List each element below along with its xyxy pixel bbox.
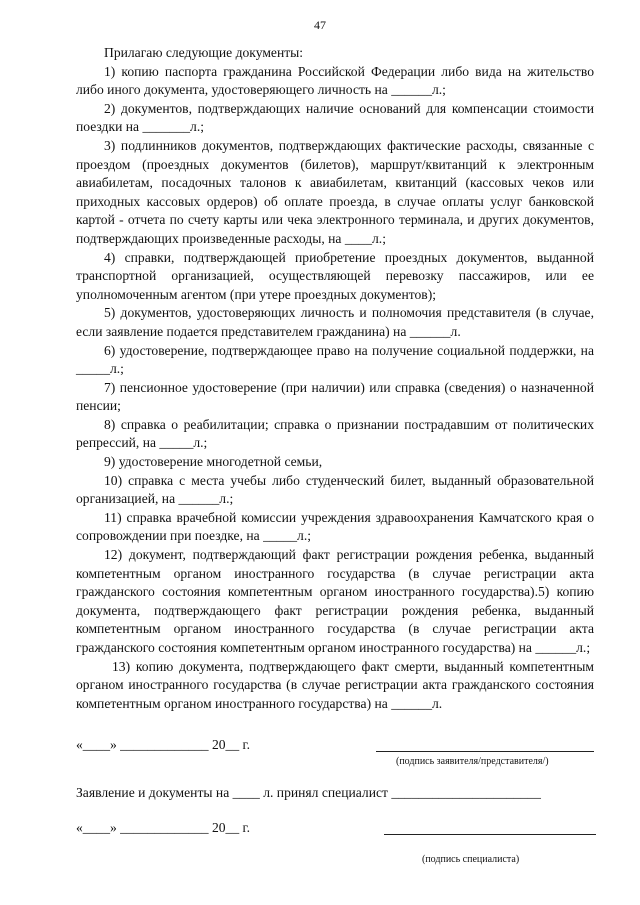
list-item-6: 6) удостоверение, подтверждающее право на получение социальной поддержки, на _____л.; — [76, 342, 594, 377]
list-item-7: 7) пенсионное удостоверение (при наличии) или справка (сведения) о назначенной пенсии; — [76, 379, 594, 414]
page-number: 47 — [314, 18, 326, 32]
list-item-2: 2) документов, подтверждающих наличие оснований для компенсации стоимости поездки на _______л.; — [76, 100, 594, 135]
list-item-13: 13) копию документа, подтверждающего факт смерти, выданный компетентным органом иностранного государства (в случае регистрации акта гражданского состояния компетентным органом иностранного государства) на ______л. — [76, 658, 594, 711]
list-item-10: 10) справка с места учебы либо студенческий билет, выданный образовательной организацией, на ______л.; — [76, 472, 594, 507]
list-item-4: 4) справки, подтверждающей приобретение проездных документов, выданной транспортной организацией, осуществляющей перевозку пассажиров, или ее уполномоченным агентом (при утере проездных документов); — [76, 249, 594, 302]
specialist-date-field: «____» _____________ 20__ г. — [76, 820, 250, 835]
list-item-9: 9) удостоверение многодетной семьи, — [104, 454, 323, 470]
acceptance-line: Заявление и документы на ____ л. принял специалист ______________________ — [76, 785, 541, 800]
list-item-5: 5) документов, удостоверяющих личность и полномочия представителя (в случае, если заявление подается представителем гражданина) на ______л. — [76, 305, 594, 339]
specialist-signature-caption: (подпись специалиста) — [422, 854, 520, 865]
list-item-3: 3) подлинников документов, подтверждающих фактические расходы, связанные с проездом (проездных документов (билетов), маршрут/квитанций к электронным авиабилетам, посадочных талонов к авиабилетам, квитанций (кассовых чеков или приходных кассовых ордеров) об оплате проезда, в случае оплаты услуг банковской картой - отчета по счету карты или чека электронного терминала, и других документов, подтверждающих произведенные расходы, на ____л.; — [76, 137, 594, 246]
list-item-11: 11) справка врачебной комиссии учреждения здравоохранения Камчатского края о сопровождении при поездке, на _____л.; — [76, 509, 594, 544]
list-item-8: 8) справка о реабилитации; справка о признании пострадавшим от политических репрессий, на _____л.; — [76, 416, 594, 451]
list-item-12: 12) документ, подтверждающий факт регистрации рождения ребенка, выданный компетентным органом иностранного государства (в случае регистрации акта гражданского состояния компетентным органом иностранного государства).5) копию документа, подтверждающего факт регистрации рождения ребенка, выданный компетентным органом иностранного государства (в случае регистрации акта гражданского состояния компетентным органом иностранного государства) на ______л.; — [76, 547, 594, 655]
applicant-signature-caption: (подпись заявителя/представителя/) — [396, 756, 549, 767]
applicant-date-field: «____» _____________ 20__ г. — [76, 737, 250, 752]
specialist-signature-row — [76, 820, 596, 870]
applicant-signature-line — [376, 737, 594, 752]
attachments-intro: Прилагаю следующие документы: — [104, 45, 304, 60]
applicant-signature-row — [76, 737, 596, 771]
specialist-signature-line — [384, 820, 596, 835]
document-body — [76, 44, 594, 713]
list-item-1: 1) копию паспорта гражданина Российской Федерации либо вида на жительство либо иного документа, удостоверяющего личность на ______л.; — [76, 63, 594, 98]
